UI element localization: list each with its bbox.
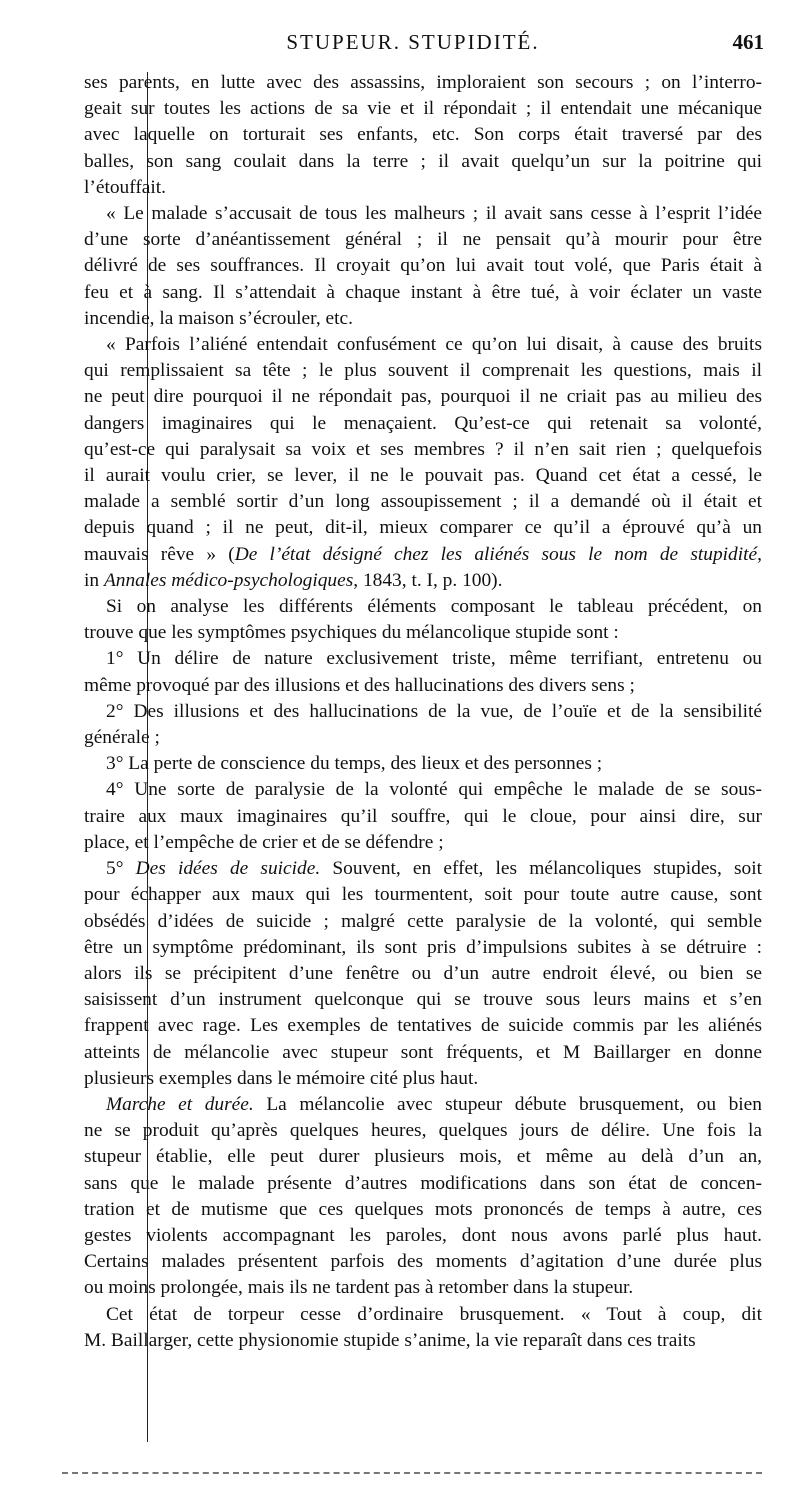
text-line (62, 1092, 762, 1118)
text-line: « Le malade s’accusait de tous les malheurs ; il avait sans cesse à l’esprit l’idée (106, 203, 762, 225)
text-line: ne peut dire pourquoi il ne répondait pas, pourquoi il ne criait pas au milieu des (84, 386, 762, 408)
text-line: Cet état de torpeur cesse d’ordinaire brusquement. « Tout à coup, dit (106, 1303, 762, 1325)
paragraph-p5 (62, 646, 762, 698)
text-line: il aurait voulu crier, se lever, il ne le pouvait pas. Quand cet état a cessé, le (84, 465, 762, 487)
text-line (62, 856, 762, 882)
text-line: plusieurs exemples dans le mémoire cité plus haut. (84, 1067, 479, 1089)
text-line: 2° Des illusions et des hallucinations de la vue, de l’ouïe et de la sensibilité (106, 700, 762, 722)
text-line: trouve que les symptômes psychiques du mélancolique stupide sont : (84, 622, 619, 644)
text-line: même provoqué par des illusions et des hallucinations des divers sens ; (84, 674, 635, 696)
body-text (62, 70, 762, 1354)
text-run: La mélancolie avec stupeur débute brusquement, ou bien (253, 1093, 762, 1115)
text-line: depuis quand ; il ne peut, dit-il, mieux comparer ce qu’il a éprouvé qu’à un (84, 517, 762, 539)
text-line: Si on analyse les différents éléments composant le tableau précédent, on (106, 596, 762, 618)
text-line: stupeur établie, elle peut durer plusieurs mois, et même au delà d’un an, (84, 1146, 762, 1168)
text-line: place, et l’empêche de crier et de se défendre ; (84, 831, 444, 853)
text-run: , 1843, t. I, p. 100). (353, 569, 503, 591)
text-line: frappent avec rage. Les exemples de tentatives de suicide commis par les aliénés (84, 1015, 762, 1037)
text-line (62, 568, 762, 594)
paragraph-p6 (62, 699, 762, 751)
text-run: 5° (106, 858, 136, 880)
text-line: avec laquelle on torturait ses enfants, etc. Son corps était traversé par des (84, 124, 762, 146)
page-number: 461 (732, 30, 764, 54)
paragraph-p11 (62, 1302, 762, 1354)
text-line: gestes violents accompagnant les paroles, dont nous avons parlé plus haut. (84, 1224, 762, 1246)
paragraph-p2 (62, 201, 762, 332)
text-line: qui remplissaient sa tête ; le plus souvent il comprenait les questions, mais il (84, 360, 762, 382)
text-line: ou moins prolongée, mais ils ne tardent pas à retomber dans la stupeur. (84, 1277, 634, 1299)
text-line: dangers imaginaires qui le menaçaient. Qu’est-ce qui retenait sa volonté, (84, 412, 762, 434)
text-run: , (757, 543, 762, 565)
text-line: tration et de mutisme que ces quelques mots prononcés de temps à autre, ces (84, 1198, 762, 1220)
text-run: mauvais rêve » ( (84, 543, 235, 565)
text-line (62, 542, 762, 568)
text-line: geait sur toutes les actions de sa vie et il répondait ; il entendait une mécanique (84, 98, 762, 120)
text-line: d’une sorte d’anéantissement général ; il ne pensait qu’à mourir pour être (84, 229, 762, 251)
paragraph-p7 (62, 751, 762, 777)
italic-run: Marche et durée. (106, 1093, 254, 1115)
text-line: malade a semblé sortir d’un long assoupissement ; il a demandé où il était et (84, 491, 762, 513)
text-line: générale ; (84, 727, 160, 749)
text-line: l’étouffait. (84, 176, 167, 198)
text-line: sans que le malade présente d’autres modifications dans son état de concen- (84, 1172, 762, 1194)
paragraph-p9 (62, 856, 762, 1092)
text-line: 4° Une sorte de paralysie de la volonté qui empêche le malade de se sous- (106, 779, 762, 801)
text-line: M. Baillarger, cette physionomie stupide s’anime, la vie reparaît dans ces traits (84, 1329, 696, 1351)
text-line: balles, son sang coulait dans la terre ; il avait quelqu’un sur la poitrine qui (84, 150, 762, 172)
text-line: 3° La perte de conscience du temps, des lieux et des personnes ; (106, 753, 603, 775)
text-line: incendie, la maison s’écrouler, etc. (84, 307, 353, 329)
footer-dashed-rule (62, 1472, 762, 1476)
paragraph-p3 (62, 332, 762, 594)
text-line: ne se produit qu’après quelques heures, quelques jours de délire. Une fois la (84, 1120, 762, 1142)
text-line: alors ils se précipitent d’une fenêtre ou d’un autre endroit élevé, ou bien se (84, 962, 762, 984)
text-line: ses parents, en lutte avec des assassins, imploraient son secours ; on l’interro- (84, 72, 762, 93)
text-line: Certains malades présentent parfois des moments d’agitation d’une durée plus (84, 1251, 762, 1273)
italic-run: Des idées de suicide. (135, 858, 321, 880)
text-line: « Parfois l’aliéné entendait confusément ce qu’on lui disait, à cause des bruits (106, 334, 762, 356)
text-line: obsédés d’idées de suicide ; malgré cette paralysie de la volonté, qui semble (84, 910, 762, 932)
italic-run: De l’état désigné chez les aliénés sous le nom de stupidité (234, 543, 758, 565)
text-line: pour échapper aux maux qui les tourmentent, soit pour toute autre cause, sont (84, 884, 762, 906)
text-line: feu et à sang. Il s’attendait à chaque instant à être tué, à voir éclater un vaste (84, 281, 762, 303)
text-line: 1° Un délire de nature exclusivement triste, même terrifiant, entretenu ou (106, 648, 762, 670)
text-line: saisissent d’un instrument quelconque qui se trouve sous leurs mains et s’en (84, 989, 762, 1011)
italic-run: Annales médico-psychologiques (103, 569, 354, 591)
text-line: traire aux maux imaginaires qu’il souffre, qui le cloue, pour ainsi dire, sur (84, 805, 762, 827)
paragraph-p8 (62, 777, 762, 856)
text-line: être un symptôme prédominant, ils sont pris d’impulsions subites à se détruire : (84, 936, 762, 958)
page-header (62, 30, 764, 60)
text-run: in (84, 569, 104, 591)
paragraph-p1 (62, 70, 762, 201)
paragraph-p4 (62, 594, 762, 646)
paragraph-p10 (62, 1092, 762, 1302)
text-line: atteints de mélancolie avec stupeur sont fréquents, et M Baillarger en donne (84, 1041, 762, 1063)
running-title: STUPEUR. STUPIDITÉ. (286, 30, 540, 54)
text-run: Souvent, en effet, les mélancoliques stupides, soit (320, 858, 762, 880)
text-line: qu’est-ce qui paralysait sa voix et ses membres ? il n’en sait rien ; quelquefois (84, 438, 762, 460)
text-line: délivré de ses souffrances. Il croyait qu’on lui avait tout volé, que Paris était à (84, 255, 762, 277)
